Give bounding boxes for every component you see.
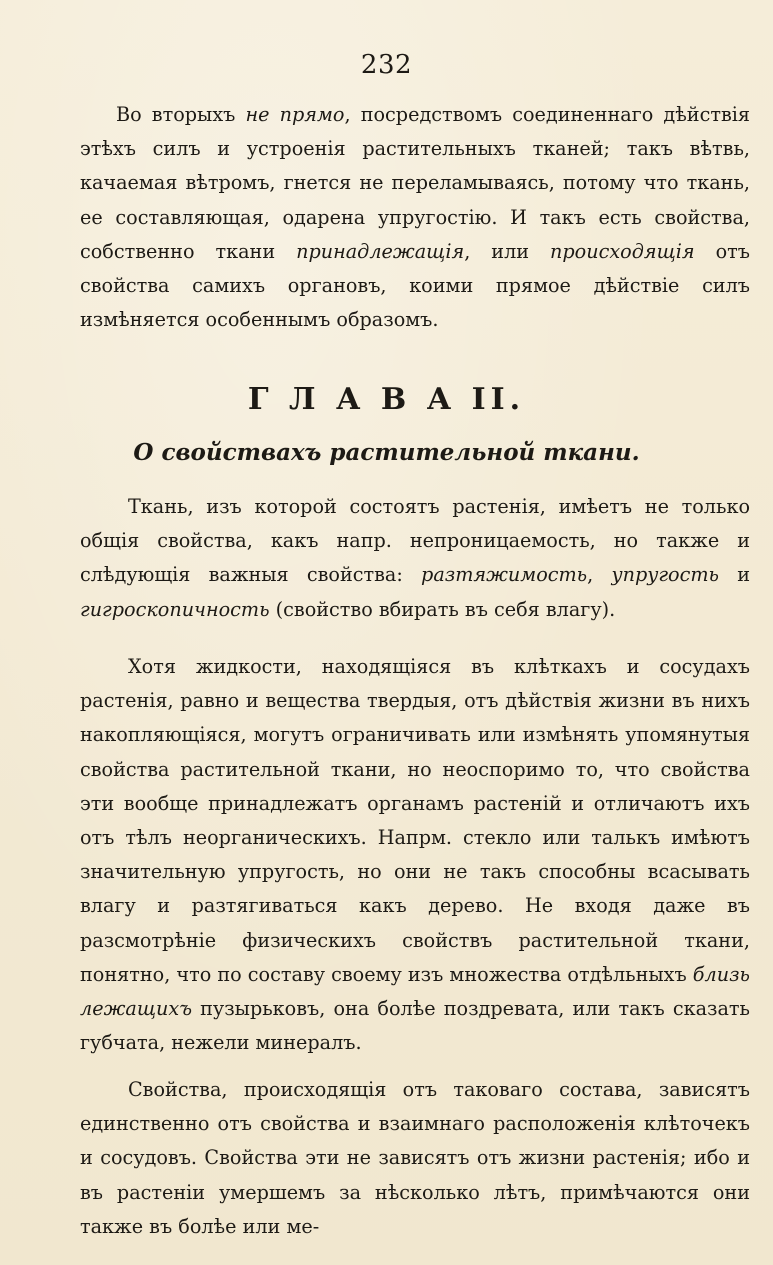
intro-text-or: , или <box>464 239 551 263</box>
tissue-italic-hygroscopicity: гигроскопичность <box>80 597 270 621</box>
liquids-italic-nearby: близь лежащихъ <box>80 962 750 1021</box>
intro-text-start: Во вторыхъ <box>116 103 246 126</box>
liquids-text-start: Хотя жидкости, находящіяся въ клѣткахъ и сосудахъ растенія, равно и вещества твердыя, отъ дѣйствія жизни въ нихъ накопляющіяся, могутъ ограничивать или измѣнять упомянутыя свойства растительной ткани, но неоспоримо то, что свойства эти вообще принадлежатъ органамъ растеній и отличаютъ ихъ отъ тѣлъ неорганическихъ. Напрм. стекло или талькъ имѣютъ значительную упругость, но они не такъ способны всасывать влагу и разтягиваться какъ дерево. Не входя даже въ разсмотрѣніе физическихъ свойствъ растительной ткани, понятно, что по составу своему изъ множества отдѣльныхъ <box>80 655 750 986</box>
composition-text: Свойства, происходящія отъ таковаго состава, зависятъ единственно отъ свойства и взаимнаго расположенія клѣточекъ и сосудовъ. Свойства эти не зависятъ отъ жизни растенія; ибо и въ растеніи умершемъ за нѣсколько лѣтъ, примѣчаются они также въ болѣе или ме- <box>80 1078 750 1238</box>
tissue-text-start: Ткань, изъ которой состоятъ растенія, имѣетъ не только общія свойства, какъ напр. непроницаемость, но также и слѣдующія важныя свойства: <box>80 495 750 587</box>
intro-italic-originating: происходящія <box>550 239 695 263</box>
intro-italic-not-direct: не прямо <box>245 103 345 126</box>
tissue-comma: , <box>587 563 612 587</box>
chapter-title: Г Л А В А II. <box>247 382 526 417</box>
tissue-italic-elasticity: упругость <box>611 563 719 587</box>
tissue-text-end: (свойство вбирать въ себя влагу). <box>269 597 616 621</box>
paragraph-liquids <box>80 650 750 1060</box>
intro-italic-belonging: принадлежащія <box>296 239 465 263</box>
tissue-and: и <box>719 563 750 587</box>
page-number: 232 <box>360 50 413 80</box>
paragraph-composition <box>80 1073 750 1244</box>
intro-text-middle: , посредствомъ соединеннаго дѣйствія этѣхъ силъ и устроенія растительныхъ тканей; такъ вѣтвь, качаемая вѣтромъ, гнется не переламываясь, потому что ткань, ее составляющая, одарена упругостію. И такъ есть свойства, собственно ткани <box>80 103 750 263</box>
chapter-subtitle: О свойствахъ растительной ткани. <box>133 439 640 466</box>
intro-text-end: отъ свойства самихъ органовъ, коими прямое дѣйствіе силъ измѣняется особеннымъ образомъ. <box>80 239 750 332</box>
paragraph-tissue-properties <box>80 490 750 627</box>
paragraph-intro <box>80 98 750 337</box>
tissue-italic-extensibility: разтяжимость <box>421 563 588 587</box>
liquids-text-end: пузырьковъ, она болѣе поздревата, или такъ сказать губчата, нежели минералъ. <box>80 997 750 1055</box>
